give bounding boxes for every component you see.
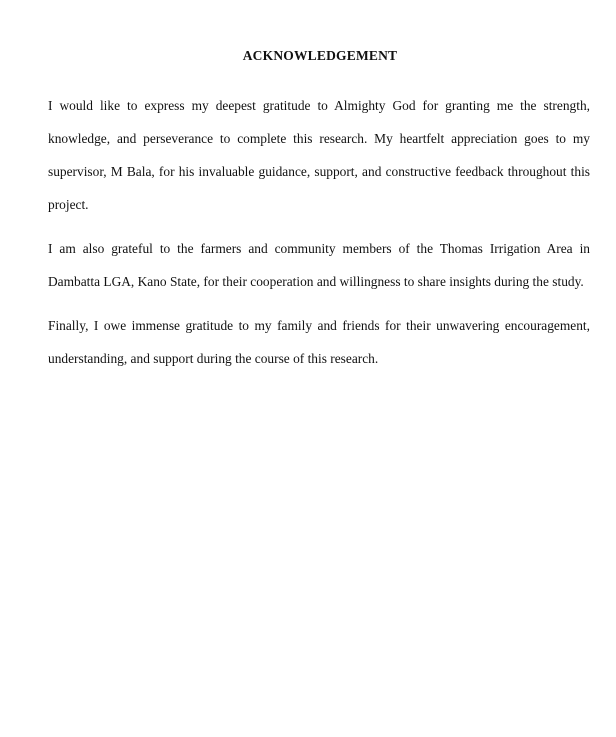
paragraph-gratitude-community: I am also grateful to the farmers and community members of the Thomas Irrigation Area in Dambatta LGA, Kano State, for their cooperation and willingness to share insights during the study. — [48, 241, 590, 289]
paragraph-gratitude-family: Finally, I owe immense gratitude to my family and friends for their unwavering encouragement, understanding, and support during the course of this research. — [48, 318, 590, 366]
acknowledgement-body — [48, 89, 590, 386]
page-title: ACKNOWLEDGEMENT — [242, 48, 398, 63]
paragraph-gratitude-god: I would like to express my deepest gratitude to Almighty God for granting me the strength, knowledge, and perseverance to complete this research. My heartfelt appreciation goes to my supervisor, M Bala, for his invaluable guidance, support, and constructive feedback throughout this project. — [48, 98, 590, 212]
